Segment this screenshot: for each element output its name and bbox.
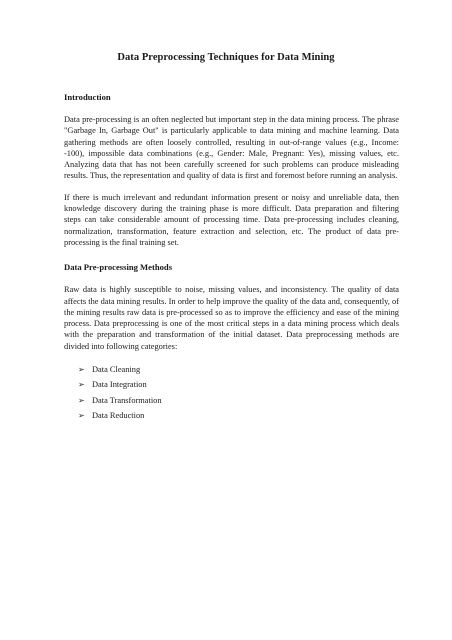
list-item: [78, 393, 399, 408]
methods-paragraph: Raw data is highly susceptible to noise, missing values, and inconsistency. The quality of data affects the data mining results. In order to help improve the quality of the data and, consequently, of the mining results raw data is pre-processed so as to improve the efficiency and ease of the mining process. Data preprocessing is one of the most critical steps in a data mining process which deals with the preparation and transformation of the initial dataset. Data preprocessing methods are divided into following categories:: [64, 285, 399, 351]
section-heading-introduction: Introduction: [64, 92, 111, 102]
arrow-bullet-icon: ➢: [78, 395, 85, 405]
method-label: Data Transformation: [92, 395, 162, 405]
document-body: [64, 92, 399, 423]
document-title: Data Preprocessing Techniques for Data Mining: [117, 52, 335, 63]
method-label: Data Cleaning: [92, 365, 141, 375]
methods-list: [64, 362, 399, 423]
list-item: [78, 408, 399, 423]
method-label: Data Reduction: [92, 410, 145, 420]
arrow-bullet-icon: ➢: [78, 410, 85, 420]
introduction-paragraph-1: Data pre-processing is an often neglected but important step in the data mining process. The phrase "Garbage In, Garbage Out" is particularly applicable to data mining and machine learning. Data gathering methods are often loosely controlled, resulting in out-of-range values (e.g., Income: -100), impossible data combinations (e.g., Gender: Male, Pregnant: Yes), missing values, etc. Analyzing data that has not been carefully screened for such problems can produce misleading results. Thus, the representation and quality of data is first and foremost before running an analysis.: [64, 115, 399, 181]
list-item: [78, 362, 399, 377]
introduction-paragraph-2: If there is much irrelevant and redundant information present or noisy and unreliable data, then knowledge discovery during the training phase is more difficult. Data preparation and filtering steps can take considerable amount of processing time. Data pre-processing includes cleaning, normalization, transformation, feature extraction and selection, etc. The product of data pre-processing is the final training set.: [64, 192, 399, 247]
arrow-bullet-icon: ➢: [78, 380, 85, 390]
section-heading-methods: Data Pre-processing Methods: [64, 262, 173, 273]
list-item: [78, 377, 399, 392]
arrow-bullet-icon: ➢: [78, 365, 85, 375]
method-label: Data Integration: [92, 380, 147, 390]
